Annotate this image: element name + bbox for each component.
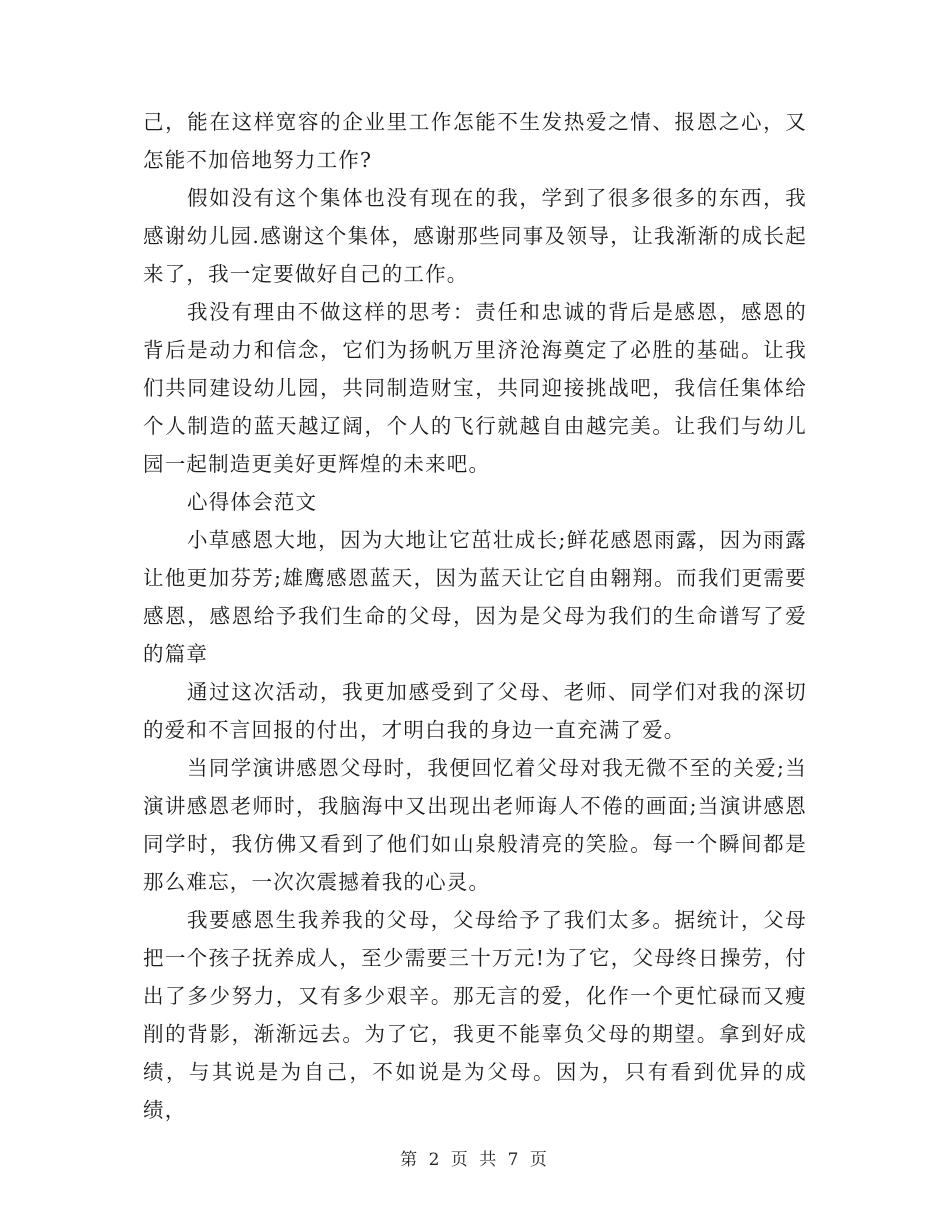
section-heading: 心得体会范文 [187,490,318,514]
page-number-footer: 第 2 页 共 7 页 [400,1150,550,1170]
paragraph: 我没有理由不做这样的思考：责任和忠诚的背后是感恩，感恩的背后是动力和信念，它们为扬帆万里济沧海奠定了必胜的基础。让我们共同建设幼儿园，共同制造财宝，共同迎接挑战吧，我信任集体给个人制造的蓝天越辽阔，个人的飞行就越自由越完美。让我们与幼儿园一起制造更美好更辉煌的未来吧。 [143,300,807,476]
paragraph: 通过这次活动，我更加感受到了父母、老师、同学们对我的深切的爱和不言回报的付出，才明白我的身边一直充满了爱。 [143,680,807,742]
paragraph-continuation: 己，能在这样宽容的企业里工作怎能不生发热爱之情、报恩之心，又怎能不加倍地努力工作? [143,110,807,172]
document-body [143,103,807,1129]
paragraph: 当同学演讲感恩父母时，我便回忆着父母对我无微不至的关爱;当演讲感恩老师时，我脑海中又出现出老师诲人不倦的画面;当演讲感恩同学时，我仿佛又看到了他们如山泉般清亮的笑脸。每一个瞬间都是那么难忘，一次次震撼着我的心灵。 [143,756,807,894]
paragraph: 小草感恩大地，因为大地让它茁壮成长;鲜花感恩雨露，因为雨露让他更加芬芳;雄鹰感恩蓝天，因为蓝天让它自由翱翔。而我们更需要感恩，感恩给予我们生命的父母，因为是父母为我们的生命谱写了爱的篇章 [143,528,807,666]
paragraph: 我要感恩生我养我的父母，父母给予了我们太多。据统计，父母把一个孩子抚养成人，至少需要三十万元!为了它，父母终日操劳，付出了多少努力，又有多少艰辛。那无言的爱，化作一个更忙碌而又瘦削的背影，渐渐远去。为了它，我更不能辜负父母的期望。拿到好成绩，与其说是为自己，不如说是为父母。因为，只有看到优异的成绩， [143,908,807,1122]
paragraph: 假如没有这个集体也没有现在的我，学到了很多很多的东西，我感谢幼儿园.感谢这个集体，感谢那些同事及领导，让我渐渐的成长起来了，我一定要做好自己的工作。 [143,186,807,286]
